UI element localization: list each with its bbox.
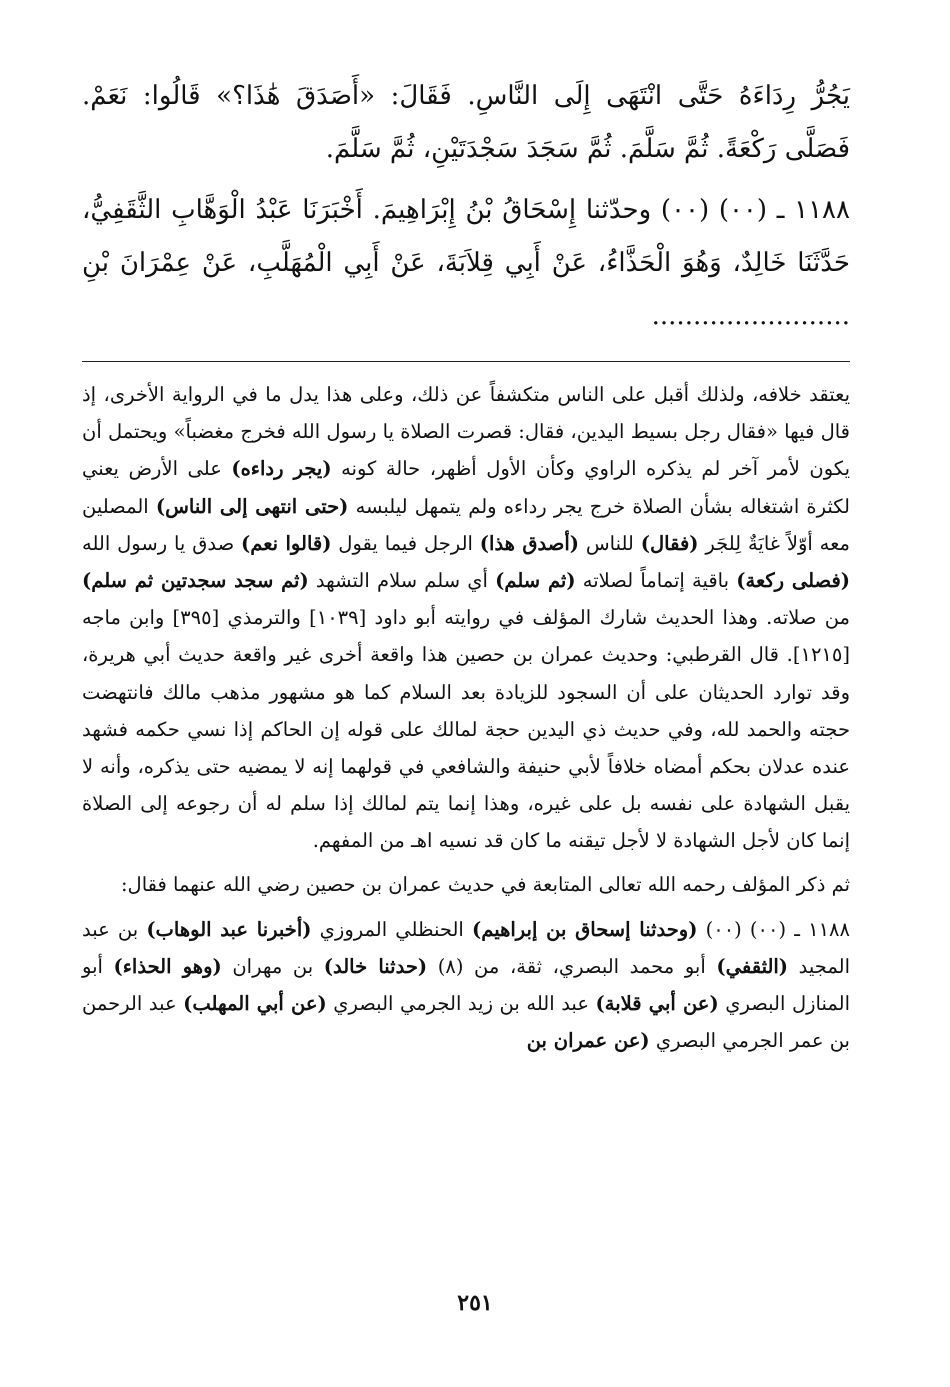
- commentary-transition-paragraph: ثم ذكر المؤلف رحمه الله تعالى المتابعة في حديث عمران بن حصين رضي الله عنهما فقال:: [120, 872, 850, 896]
- bold-quoted-phrase: (عن أبي المهلب): [183, 992, 327, 1016]
- hadith-isnad-paragraph: ١١٨٨ ـ (٠٠) (٠٠) وحدّثنا إِسْحَاقُ بْنُ إِبْرَاهِيمَ. أَخْبَرَنَا عَبْدُ الْوَهَّابِ الثَّقَفِيُّ، حَدَّثَنَا خَالِدٌ، وَهُوَ الْحَذَّاءُ، عَنْ أَبِي قِلاَبَةَ، عَنْ أَبِي الْمُهَلَّبِ، عَنْ عِمْرَانَ بْنِ ........................: [82, 195, 850, 331]
- book-page: [82, 70, 850, 1060]
- hadith-text: [82, 70, 850, 343]
- text-segment: أي سلم سلام التشهد: [308, 569, 496, 593]
- bold-quoted-phrase: (قالوا نعم): [241, 531, 332, 555]
- text-segment: المصلين معه أوّلاً غايَةٌ لِلجَر: [82, 494, 850, 555]
- footnote-divider: [82, 361, 850, 362]
- commentary-paragraph: [82, 376, 850, 860]
- bold-quoted-phrase: (وحدثنا إسحاق بن إبراهيم): [471, 917, 698, 941]
- text-segment: الرجل فيما يقول: [331, 531, 480, 555]
- text-segment: للناس: [578, 531, 641, 555]
- bold-quoted-phrase: (فقال): [640, 531, 699, 555]
- bold-quoted-phrase: (عن عمران بن: [526, 1029, 650, 1053]
- commentary-section: [82, 376, 850, 1060]
- bold-quoted-phrase: (فصلى ركعة): [736, 569, 851, 593]
- bold-quoted-phrase: (أخبرنا عبد الوهاب): [146, 917, 312, 941]
- bold-quoted-phrase: (أصدق هذا): [479, 531, 579, 555]
- bold-quoted-phrase: (ثم سجد سجدتين ثم سلم): [82, 569, 309, 593]
- text-segment: عبد الرحمن بن عمر الجرمي البصري: [82, 992, 850, 1053]
- bold-quoted-phrase: (عن أبي قلابة): [595, 992, 719, 1016]
- text-segment: باقية إتماماً لصلاته: [575, 569, 737, 593]
- text-segment: أبو المنازل البصري: [82, 955, 850, 1016]
- bold-quoted-phrase: (يجر رداءه): [231, 457, 332, 481]
- text-segment: أبو محمد البصري، ثقة، من (٨): [427, 955, 717, 979]
- page-number: ٢٥١: [457, 1290, 493, 1316]
- hadith-paragraph: يَجُرُّ رِدَاءَهُ حَتَّى انْتَهَى إِلَى النَّاسِ. فَقَالَ: «أَصَدَقَ هَٰذَا؟» قَالُوا: نَعَمْ. فَصَلَّى رَكْعَةً. ثُمَّ سَلَّمَ. ثُمَّ سَجَدَ سَجْدَتَيْنِ، ثُمَّ سَلَّمَ.: [82, 81, 850, 164]
- bold-quoted-phrase: (ثم سلم): [495, 569, 576, 593]
- bold-quoted-phrase: (الثقفي): [716, 955, 789, 979]
- text-segment: بن مهران: [221, 955, 324, 979]
- bold-quoted-phrase: (حتى انتهى إلى الناس): [155, 494, 349, 518]
- bold-quoted-phrase: (حدثنا خالد): [323, 955, 428, 979]
- text-segment: صدق يا رسول الله: [82, 531, 242, 555]
- text-segment: على الأرض يعني لكثرة اشتغاله بشأن الصلاة خرج يجر رداءه ولم يتمهل ليلبسه: [82, 457, 851, 518]
- text-segment: بن عبد المجيد: [82, 917, 850, 979]
- bold-quoted-phrase: (وهو الحذاء): [113, 955, 222, 979]
- commentary-isnad-paragraph: [82, 911, 850, 1060]
- text-segment: عبد الله بن زيد الجرمي البصري: [326, 992, 596, 1016]
- text-segment: يعتقد خلافه، ولذلك أقبل على الناس متكشفاً عن ذلك، وعلى هذا يدل ما في الرواية الأخرى، إذ قال فيها «فقال رجل بسيط اليدين، فقال: قصرت الصلاة يا رسول الله فخرج مغضباً» ويحتمل أن يكون لأمر آخر لم يذكره الراوي وكأن الأول أظهر، حالة كونه: [82, 383, 850, 481]
- text-segment: الحنظلي المروزي: [311, 917, 472, 941]
- text-segment: ١١٨٨ ـ (٠٠) (٠٠): [697, 917, 850, 941]
- text-segment: من صلاته. وهذا الحديث شارك المؤلف في روايته أبو داود [١٠٣٩] والترمذي [٣٩٥] وابن ماجه [١٢١٥]. قال القرطبي: وحديث عمران بن حصين هذا واقعة أخرى غير واقعة حديث أبي هريرة، وقد توارد الحديثان على أن السجود للزيادة بعد السلام كما هو مشهور مذهب مالك فانتهضت حجته والحمد لله، وفي حديث ذي اليدين حجة لمالك على قوله إن الحاكم إذا نسي حكمه فشهد عنده عدلان بحكم أمضاه خلافاً لأبي حنيفة والشافعي في قولهما إنه لا يمضيه حتى يذكره، وأنه لا يقبل الشهادة على نفسه بل على غيره، وهذا إنما يتم لمالك إذا سلم له أن رجوعه إلى الصلاة إنما كان لأجل الشهادة لا لأجل تيقنه ما كان قد نسيه اهـ من المفهم.: [82, 606, 850, 853]
